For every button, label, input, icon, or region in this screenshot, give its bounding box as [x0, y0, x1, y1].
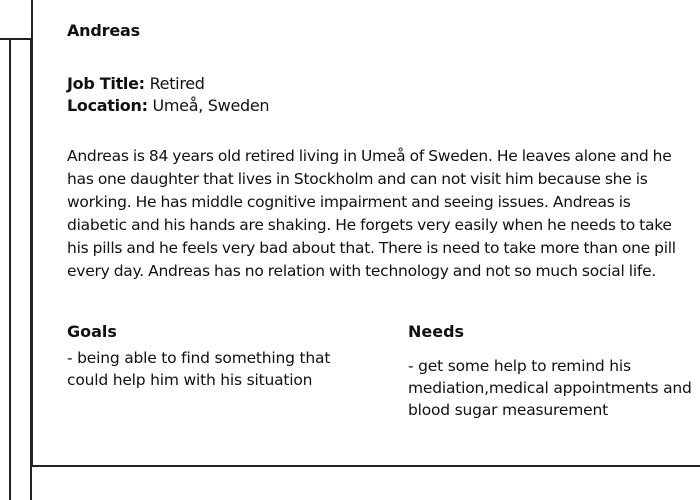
- goals-heading: Goals: [67, 322, 117, 341]
- persona-bio: Andreas is 84 years old retired living in Umeå of Sweden. He leaves alone and he has one daughter that lives in Stockholm and can not visit him because she is working. He has middle cognitive impairment and seeing issues. Andreas is diabetic and his hands are shaking. He forgets very easily when he needs to take his pills and he feels very bad about that. There is need to take more than one pill every day. Andreas has no relation with technology and not so much social life.: [67, 147, 676, 280]
- location-label: Location:: [67, 96, 148, 115]
- background-card-edge: [9, 38, 11, 500]
- needs-text: - get some help to remind his mediation,medical appointments and blood sugar measurement: [408, 357, 692, 419]
- location-value: Umeå, Sweden: [152, 96, 270, 115]
- location-row: [67, 96, 269, 115]
- needs-heading: Needs: [408, 322, 465, 341]
- background-card-outline: [0, 38, 32, 500]
- job-title-row: [67, 74, 205, 93]
- persona-card: [31, 0, 700, 467]
- persona-name: Andreas: [67, 21, 140, 40]
- goals-text: - being able to find something that could help him with his situation: [67, 349, 331, 389]
- job-title-value: Retired: [149, 74, 205, 93]
- job-title-label: Job Title:: [67, 74, 145, 93]
